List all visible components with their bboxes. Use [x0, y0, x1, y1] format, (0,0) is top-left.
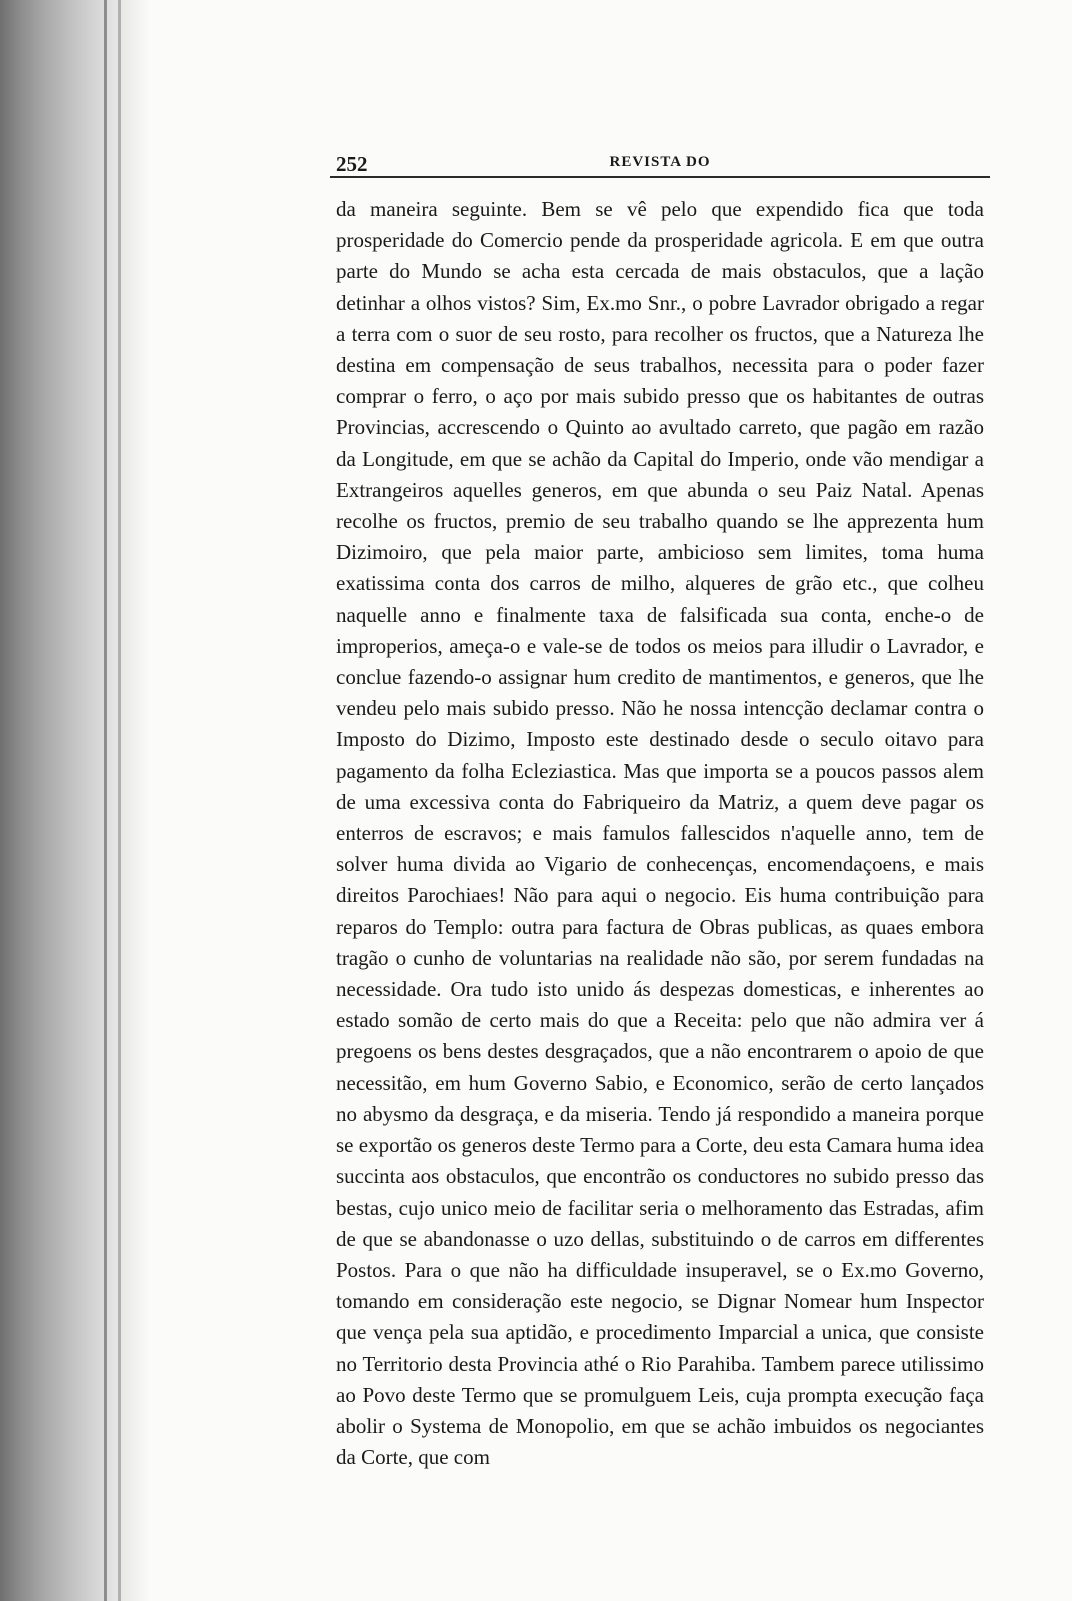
binding-edge-line: [104, 0, 107, 1601]
running-head: REVISTA DO: [609, 154, 711, 170]
book-gutter-shadow: [0, 0, 150, 1601]
book-page: [330, 148, 990, 1473]
page-number: 252: [336, 152, 368, 176]
binding-edge-line: [118, 0, 121, 1601]
page-header: [330, 148, 990, 178]
body-paragraph: da maneira seguinte. Bem se vê pelo que expendido fica que toda prosperidade do Comercio pende da prosperidade agricola. E em que outra parte do Mundo se acha esta cercada de mais obstaculos, que a lação detinhar a olhos vistos? Sim, Ex.mo Snr., o pobre Lavrador obrigado a regar a terra com o suor de seu rosto, para recolher os fructos, que a Natureza lhe destina em compensação de seus trabalhos, necessita para o poder fazer comprar o ferro, o aço por mais subido presso que os habitantes de outras Provincias, accrescendo o Quinto ao avultado carreto, que pagão em razão da Longitude, em que se achão da Capital do Imperio, onde vão mendigar a Extrangeiros aquelles generos, em que abunda o seu Paiz Natal. Apenas recolhe os fructos, premio de seu trabalho quando se lhe apprezenta hum Dizimoiro, que pela maior parte, ambicioso sem limites, toma huma exatissima conta dos carros de milho, alqueres de grão etc., que colheu naquelle anno e finalmente taxa de falsificada sua conta, enche-o de improperios, ameça-o e vale-se de todos os meios para illudir o Lavrador, e conclue fazendo-o assignar hum credito de mantimentos, e generos, que lhe vendeu pelo mais subido presso. Não he nossa intencção declamar contra o Imposto do Dizimo, Imposto este destinado desde o seculo oitavo para pagamento da folha Ecleziastica. Mas que importa se a poucos passos alem de uma excessiva conta do Fabriqueiro da Matriz, a quem deve pagar os enterros de escravos; e mais famulos fallescidos n'aquelle anno, tem de solver huma divida ao Vigario de conhecenças, encomendaçoens, e mais direitos Parochiaes! Não para aqui o negocio. Eis huma contribuição para reparos do Templo: outra para factura de Obras publicas, as quaes embora tragão o cunho de voluntarias na realidade não são, por serem fundadas na necessidade. Ora tudo isto unido ás despezas domesticas, e inherentes ao estado somão de certo mais do que a Receita: pelo que não admira ver á pregoens os bens destes desgraçados, que a não encontrarem o apoio de que necessitão, em hum Governo Sabio, e Economico, serão de certo lançados no abysmo da desgraça, e da miseria. Tendo já respondido a maneira porque se exportão os generos deste Termo para a Corte, deu esta Camara huma idea succinta aos obstaculos, que encontrão os conductores no subido presso das bestas, cujo unico meio de facilitar seria o melhoramento das Estradas, afim de que se abandonasse o uzo dellas, substituindo o de carros em differentes Postos. Para o que não ha difficuldade insuperavel, se o Ex.mo Governo, tomando em consideração este negocio, se Dignar Nomear hum Inspector que vença pela sua aptidão, e procedimento Imparcial a unica, que consiste no Territorio desta Provincia athé o Rio Parahiba. Tambem parece utilissimo ao Povo deste Termo que se promulguem Leis, cuja prompta execução faça abolir o Systema de Monopolio, em que se achão imbuidos os negociantes da Corte, que com: [336, 197, 984, 1470]
